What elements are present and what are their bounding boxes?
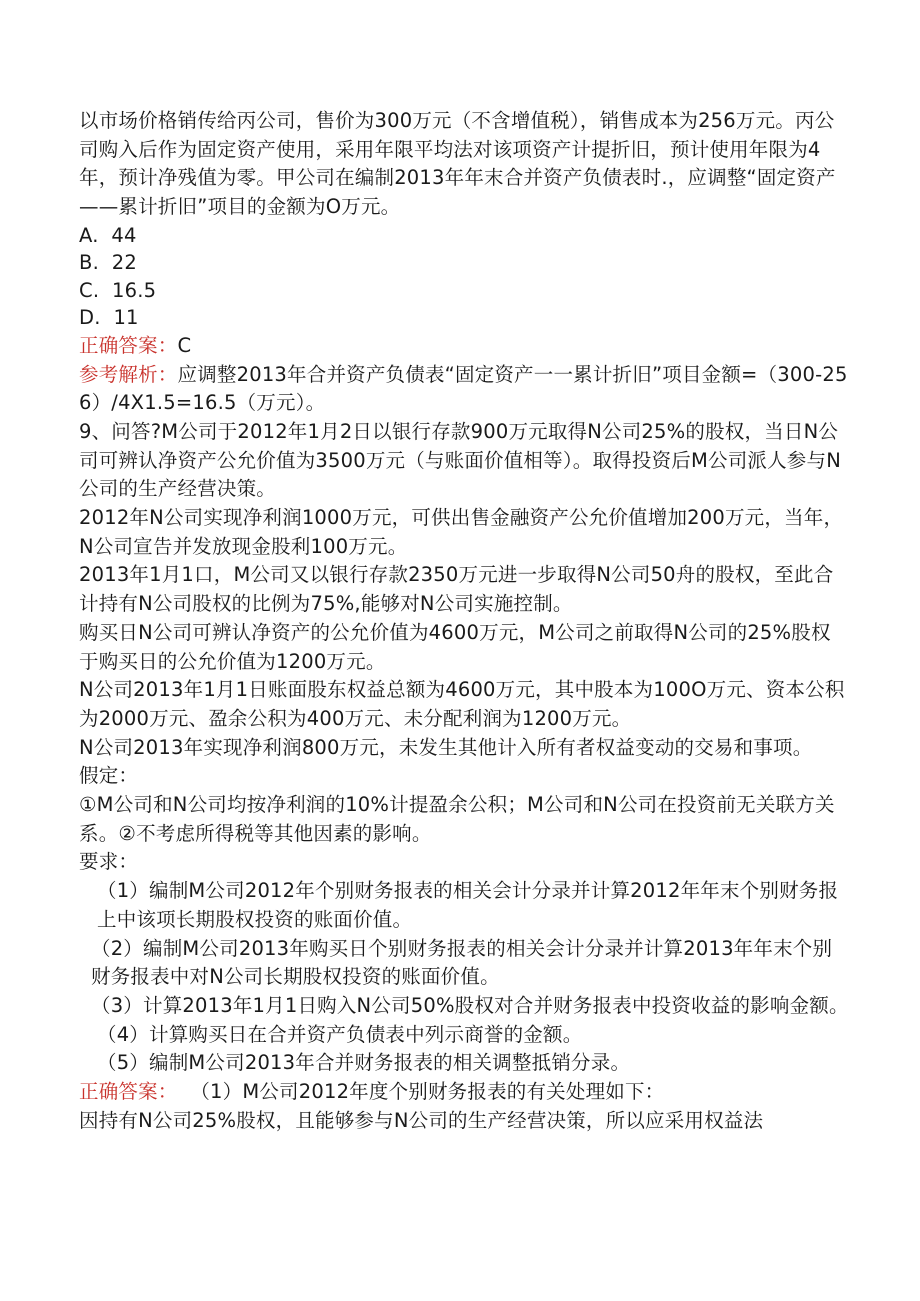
option-text: 44 — [111, 223, 137, 247]
assume-text: ①M公司和N公司均按净利润的10%计提盈余公积；M公司和N公司在投资前无关联方关系。②不考虑所得税等其他因素的影响。 — [79, 793, 835, 845]
option-c — [79, 277, 849, 305]
option-b — [79, 249, 849, 277]
option-d — [79, 304, 849, 332]
q9-paragraph: 2013年1月1口，M公司又以银行存款2350万元进一步取得N公司50舟的股权，至此合计持有N公司股权的比例为75%,能够对N公司实施控制。 — [79, 563, 834, 616]
option-text: 11 — [113, 306, 139, 330]
q9-paragraph: 购买日N公司可辨认净资产的公允价值为4600万元，M公司之前取得N公司的25%股权于购买日的公允价值为1200万元。 — [79, 620, 831, 673]
option-text: 16.5 — [112, 278, 157, 302]
q9-paragraph: N公司2013年1月1日账面股东权益总额为4600万元，其中股本为100O万元、资本公积为2000万元、盈余公积为400万元、未分配利润为1200万元。 — [79, 678, 845, 730]
document-content — [79, 107, 849, 1136]
requirements-label: 要求： — [79, 850, 139, 874]
requirement-item: （5）编制M公司2013年合并财务报表的相关调整抵销分录。 — [97, 1051, 631, 1075]
q9-answer-line — [79, 1078, 849, 1107]
answer-line — [79, 332, 849, 361]
option-a — [79, 222, 849, 250]
requirement-item: （4）计算购买日在合并资产负债表中列示商誉的金额。 — [97, 1022, 583, 1046]
requirement-item: （3）计算2013年1月1日购入N公司50%股权对合并财务报表中投资收益的影响金额。 — [91, 993, 849, 1017]
option-letter: D. — [79, 306, 101, 330]
question-text: 以市场价格销传给丙公司，售价为300万元（不含增值税），销售成本为256万元。丙公司购入后作为固定资产使用，采用年限平均法对该项资产计提折旧，预计使用年限为4年，预计净残值为零。甲公司在编制2013年年末合并资产负债表时.，应调整“固定资产——累计折旧”项目的金额为O万元。 — [79, 109, 836, 219]
q9-paragraph: 2012年N公司实现净利润1000万元，可供出售金融资产公允价值增加200万元，当年，N公司宣告并发放现金股利100万元。 — [79, 506, 844, 558]
q9-intro: 9、问答?M公司于2012年1月2日以银行存款900万元取得N公司25%的股权，当日N公司可辨认净资产公允价值为3500万元（与账面价值相等）。取得投资后M公司派人参与N公司的生产经营决策。 — [79, 419, 841, 501]
analysis-text: 应调整2013年合并资产负债表“固定资产一一累计折旧”项目金额=（300-256）/4X1.5=16.5（万元）。 — [79, 362, 848, 415]
q9-paragraph: N公司2013年实现净利润800万元，未发生其他计入所有者权益变动的交易和事项。 — [79, 735, 813, 759]
q9-answer-label: 正确答案： — [79, 1080, 178, 1104]
option-text: 22 — [111, 251, 138, 275]
answer-label: 正确答案： — [79, 333, 178, 357]
assume-label: 假定： — [79, 764, 139, 788]
option-letter: A. — [79, 223, 99, 247]
requirement-item: （1）编制M公司2012年个别财务报表的相关会计分录并计算2012年年末个别财务报上中该项长期股权投资的账面价值。 — [97, 879, 839, 931]
option-letter: B. — [79, 251, 99, 275]
q9-answer-continuation: 因持有N公司25%股权，且能够参与N公司的生产经营决策，所以应采用权益法 — [79, 1108, 764, 1132]
option-letter: C. — [79, 278, 100, 302]
analysis-line — [79, 361, 849, 418]
q9-answer-text: （1）M公司2012年度个别财务报表的有关处理如下： — [190, 1080, 665, 1104]
analysis-label: 参考解析： — [79, 362, 178, 386]
options-list — [79, 222, 849, 332]
requirement-item: （2）编制M公司2013年购买日个别财务报表的相关会计分录并计算2013年年末个别财务报表中对N公司长期股权投资的账面价值。 — [91, 936, 833, 989]
answer-value: C — [177, 333, 192, 357]
